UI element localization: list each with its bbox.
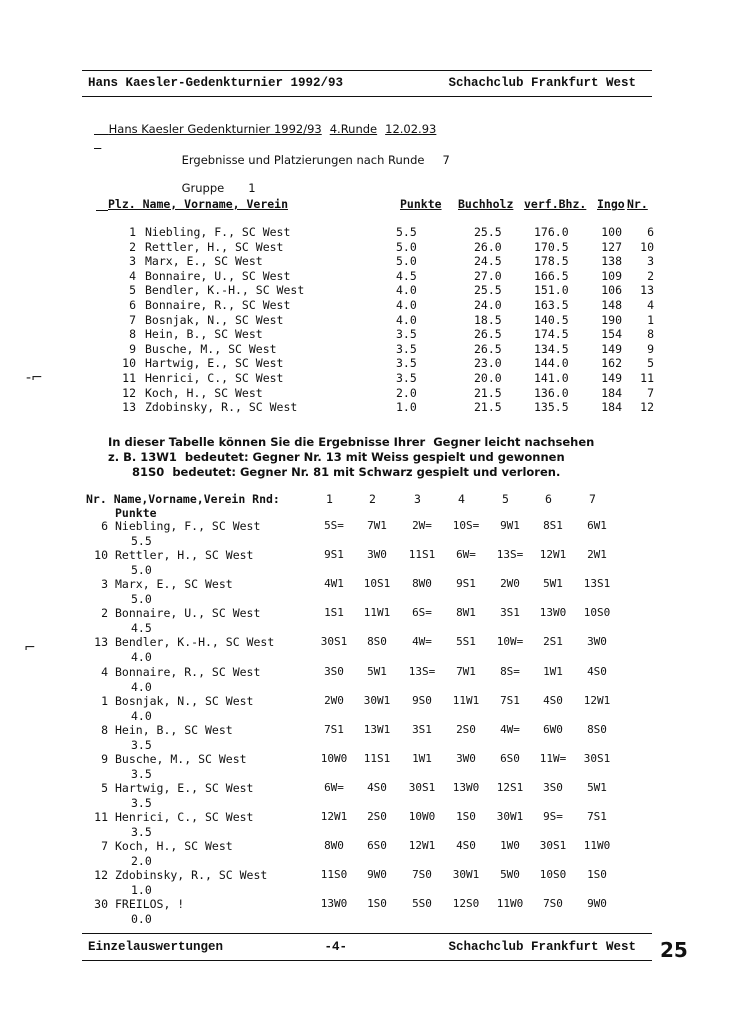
crosstable-result-round-1: 6W= xyxy=(324,780,344,794)
note-line-3: 81S0 bedeutet: Gegner Nr. 81 mit Schwarz gespielt und verloren. xyxy=(108,465,561,479)
crosstable-result-round-4: 5S1 xyxy=(456,635,476,649)
crosstable-result-round-1: 30S1 xyxy=(320,635,348,649)
crosstable-result-round-4: 30W1 xyxy=(452,868,480,882)
crosstable-result-round-6: 1W1 xyxy=(543,664,563,678)
standings-name: Bonnaire, U., SC West xyxy=(145,268,291,283)
standings-name: Bosnjak, N., SC West xyxy=(145,312,284,327)
header-underline-lead xyxy=(96,210,108,211)
standings-ingo: 184 xyxy=(601,400,622,415)
crosstable-result-round-4: 10S= xyxy=(452,519,480,532)
crosstable-result-round-5: 11W0 xyxy=(496,897,524,911)
crosstable-row xyxy=(84,694,644,723)
crosstable-row xyxy=(84,606,644,635)
page-footer xyxy=(88,940,636,954)
subtitle-text: Ergebnisse und Platzierungen nach Runde xyxy=(181,153,425,167)
standings-nr: 10 xyxy=(640,239,654,254)
standings-punkte: 5.0 xyxy=(396,239,417,254)
col-header-nr: Nr. xyxy=(627,197,648,211)
standings-ingo: 162 xyxy=(601,356,622,371)
crosstable-result-round-7: 4S0 xyxy=(587,664,607,678)
crosstable-result-round-1: 1S1 xyxy=(324,606,344,620)
standings-name: Rettler, H., SC West xyxy=(145,239,284,254)
standings-punkte: 3.5 xyxy=(396,356,417,371)
note-line-2: z. B. 13W1 bedeutet: Gegner Nr. 13 mit Weiss gespielt und gewonnen xyxy=(108,450,565,464)
standings-buchholz: 23.0 xyxy=(474,356,502,371)
standings-ingo: 154 xyxy=(601,327,622,342)
standings-plz: 10 xyxy=(122,356,136,371)
crosstable-row xyxy=(84,665,644,694)
crosstable-result-round-6: 7S0 xyxy=(543,897,563,911)
crosstable-result-round-6: 12W1 xyxy=(539,548,567,562)
crosstable-result-round-7: 9W0 xyxy=(587,897,607,911)
crosstable-result-round-3: 3S1 xyxy=(412,722,432,736)
standings-verf-bhz: 151.0 xyxy=(534,283,569,298)
crosstable-punkte: 5.0 xyxy=(131,592,152,607)
standings-row xyxy=(96,240,656,255)
crosstable-punkte: 2.0 xyxy=(131,854,152,869)
crosstable-result-round-2: 13W1 xyxy=(363,722,391,736)
standings-ingo: 184 xyxy=(601,385,622,400)
group-value: 1 xyxy=(248,181,256,195)
header-bottom-rule xyxy=(82,96,652,97)
col-header-verf-bhz: verf.Bhz. xyxy=(524,197,587,211)
crosstable-row xyxy=(84,810,644,839)
crosstable-result-round-3: 1W1 xyxy=(412,751,432,765)
footer-bottom-rule xyxy=(82,960,652,961)
crosstable-row xyxy=(84,577,644,606)
col-header-plz-name: Plz. Name, Vorname, Verein xyxy=(108,197,289,211)
crosstable-name: Busche, M., SC West xyxy=(115,751,247,766)
crosstable-name: Henrici, C., SC West xyxy=(115,810,254,824)
crosstable-name: Rettler, H., SC West xyxy=(115,548,254,563)
crosstable-row xyxy=(84,781,644,810)
standings-buchholz: 27.0 xyxy=(474,268,502,283)
standings-verf-bhz: 163.5 xyxy=(534,298,569,312)
standings-row xyxy=(96,342,656,357)
crosstable-row xyxy=(84,519,644,548)
crosstable-punkte: 4.0 xyxy=(131,650,152,665)
crosstable-result-round-1: 7S1 xyxy=(324,722,344,736)
crosstable-result-round-5: 10W= xyxy=(496,635,524,649)
crosstable-result-round-3: 7S0 xyxy=(412,868,432,882)
crosstable-result-round-6: 9S= xyxy=(543,810,563,823)
standings-verf-bhz: 140.5 xyxy=(534,312,569,327)
crosstable-row xyxy=(84,635,644,664)
crosstable-nr: 5 xyxy=(101,780,108,795)
col-header-ingo: Ingo xyxy=(597,197,625,211)
standings-buchholz: 26.5 xyxy=(474,327,502,342)
crosstable-result-round-4: 12S0 xyxy=(452,897,480,911)
standings-verf-bhz: 178.5 xyxy=(534,254,569,269)
crosstable-result-round-4: 7W1 xyxy=(456,664,476,678)
crosstable-result-round-3: 10W0 xyxy=(408,810,436,823)
crosstable-row xyxy=(84,839,644,868)
standings-name: Busche, M., SC West xyxy=(145,341,277,356)
standings-verf-bhz: 176.0 xyxy=(534,225,569,239)
standings-row xyxy=(96,283,656,298)
standings-row xyxy=(96,313,656,328)
crosstable-result-round-7: 10S0 xyxy=(583,606,611,620)
col-header-punkte: Punkte xyxy=(400,197,442,211)
standings-punkte: 4.5 xyxy=(396,268,417,283)
crosstable-result-round-6: 10S0 xyxy=(539,868,567,882)
crosstable-nr: 13 xyxy=(94,635,108,650)
crosstable-result-round-3: 4W= xyxy=(412,635,432,649)
crosstable-name: Zdobinsky, R., SC West xyxy=(115,868,268,883)
crosstable-result-round-5: 4W= xyxy=(500,722,520,736)
standings-verf-bhz: 166.5 xyxy=(534,268,569,283)
standings-plz: 1 xyxy=(129,225,136,239)
crosstable-result-round-1: 12W1 xyxy=(320,810,348,823)
crosstable-name: Hein, B., SC West xyxy=(115,722,233,737)
crosstable-result-round-4: 6W= xyxy=(456,548,476,562)
standings-ingo: 100 xyxy=(601,225,622,239)
crosstable-name: Bonnaire, U., SC West xyxy=(115,606,261,621)
crosstable-result-round-4: 11W1 xyxy=(452,693,480,707)
crosstable-result-round-2: 7W1 xyxy=(367,519,387,532)
standings-row xyxy=(96,225,656,240)
crosstable-result-round-7: 8S0 xyxy=(587,722,607,736)
standings-nr: 2 xyxy=(647,268,654,283)
footer-center: -4- xyxy=(324,940,347,954)
crosstable-result-round-2: 5W1 xyxy=(367,664,387,678)
crosstable-result-round-2: 4S0 xyxy=(367,780,387,794)
standings-plz: 2 xyxy=(129,239,136,254)
standings-buchholz: 20.0 xyxy=(474,371,502,385)
group-label: Gruppe xyxy=(181,181,225,195)
crosstable-nr: 3 xyxy=(101,577,108,592)
crosstable-punkte: 4.0 xyxy=(131,679,152,694)
crosstable-punkte: 1.0 xyxy=(131,883,152,898)
crosstable-result-round-7: 30S1 xyxy=(583,751,611,765)
crosstable-result-round-3: 6S= xyxy=(412,606,432,620)
crosstable-result-round-2: 30W1 xyxy=(363,693,391,707)
standings-nr: 3 xyxy=(647,254,654,269)
standings-name: Henrici, C., SC West xyxy=(145,371,284,385)
page-number: 25 xyxy=(660,938,688,962)
crosstable-name: Bonnaire, R., SC West xyxy=(115,664,261,679)
crosstable-name: Marx, E., SC West xyxy=(115,577,233,592)
standings-row xyxy=(96,269,656,284)
crosstable-result-round-1: 4W1 xyxy=(324,577,344,591)
standings-ingo: 109 xyxy=(601,268,622,283)
crosstable-result-round-3: 2W= xyxy=(412,519,432,532)
footer-right: Schachclub Frankfurt West xyxy=(448,940,636,954)
crosstable-result-round-3: 8W0 xyxy=(412,577,432,591)
crosstable-result-round-1: 11S0 xyxy=(320,868,348,882)
crosstable-result-round-4: 8W1 xyxy=(456,606,476,620)
header-left: Hans Kaesler-Gedenkturnier 1992/93 xyxy=(88,76,344,90)
standings-ingo: 149 xyxy=(601,341,622,356)
standings-plz: 12 xyxy=(122,385,136,400)
crosstable-name: Bosnjak, N., SC West xyxy=(115,693,254,708)
footer-left: Einzelauswertungen xyxy=(88,940,224,954)
standings-nr: 7 xyxy=(647,385,654,400)
crosstable-result-round-2: 11W1 xyxy=(363,606,391,620)
standings-punkte: 4.0 xyxy=(396,298,417,312)
standings-name: Niebling, F., SC West xyxy=(145,225,291,239)
standings-buchholz: 24.5 xyxy=(474,254,502,269)
crosstable-result-round-5: 9W1 xyxy=(500,519,520,532)
crosstable-nr: 2 xyxy=(101,606,108,621)
round-header-3: 3 xyxy=(414,492,421,506)
standings-row xyxy=(96,254,656,269)
crosstable-result-round-1: 10W0 xyxy=(320,751,348,765)
crosstable-nr: 6 xyxy=(101,519,108,533)
crosstable-row xyxy=(84,548,644,577)
standings-buchholz: 24.0 xyxy=(474,298,502,312)
header-top-rule xyxy=(82,70,652,71)
standings-plz: 13 xyxy=(122,400,136,415)
standings-ingo: 149 xyxy=(601,371,622,385)
standings-plz: 7 xyxy=(129,312,136,327)
crosstable-punkte: 3.5 xyxy=(131,737,152,752)
crosstable-result-round-7: 12W1 xyxy=(583,693,611,707)
standings-buchholz: 25.5 xyxy=(474,283,502,298)
crosstable-result-round-7: 6W1 xyxy=(587,519,607,532)
crosstable-result-round-5: 6S0 xyxy=(500,751,520,765)
crosstable-result-round-7: 2W1 xyxy=(587,548,607,562)
standings-nr: 12 xyxy=(640,400,654,415)
crosstable-nr: 10 xyxy=(94,548,108,563)
crosstable-result-round-4: 3W0 xyxy=(456,751,476,765)
crosstable-result-round-4: 4S0 xyxy=(456,839,476,853)
standings-plz: 11 xyxy=(122,371,136,385)
standings-nr: 13 xyxy=(640,283,654,298)
standings-row xyxy=(96,386,656,401)
standings-ingo: 148 xyxy=(601,298,622,312)
footer-top-rule xyxy=(82,933,652,934)
crosstable-result-round-1: 3S0 xyxy=(324,664,344,678)
standings-ingo: 190 xyxy=(601,312,622,327)
crosstable-name: Koch, H., SC West xyxy=(115,839,233,854)
crosstable-result-round-6: 3S0 xyxy=(543,780,563,794)
crosstable-result-round-1: 2W0 xyxy=(324,693,344,707)
standings-buchholz: 26.0 xyxy=(474,239,502,254)
crosstable-result-round-1: 5S= xyxy=(324,519,344,532)
crosstable-result-round-5: 13S= xyxy=(496,548,524,562)
crosstable-result-round-7: 11W0 xyxy=(583,839,611,853)
standings-name: Hartwig, E., SC West xyxy=(145,356,284,371)
crosstable-name: Niebling, F., SC West xyxy=(115,519,261,533)
standings-name: Bonnaire, R., SC West xyxy=(145,298,291,312)
crosstable-punkte: 5.0 xyxy=(131,563,152,578)
crosstable-result-round-4: 1S0 xyxy=(456,810,476,823)
standings-plz: 3 xyxy=(129,254,136,269)
crosstable-result-round-3: 9S0 xyxy=(412,693,432,707)
crosstable-result-round-5: 7S1 xyxy=(500,693,520,707)
crosstable-nr: 4 xyxy=(101,664,108,679)
crosstable-result-round-4: 9S1 xyxy=(456,577,476,591)
standings-nr: 8 xyxy=(647,327,654,342)
standings-plz: 9 xyxy=(129,341,136,356)
crosstable-result-round-1: 8W0 xyxy=(324,839,344,853)
crosstable-result-round-7: 1S0 xyxy=(587,868,607,882)
crosstable-result-round-3: 12W1 xyxy=(408,839,436,853)
crosstable-punkte-label: Punkte xyxy=(115,506,157,520)
page-header xyxy=(88,76,636,90)
crosstable-result-round-6: 2S1 xyxy=(543,635,563,649)
standings-verf-bhz: 170.5 xyxy=(534,239,569,254)
crosstable-result-round-6: 4S0 xyxy=(543,693,563,707)
standings-verf-bhz: 134.5 xyxy=(534,341,569,356)
crosstable-row xyxy=(84,723,644,752)
crosstable-result-round-3: 11S1 xyxy=(408,548,436,562)
standings-buchholz: 26.5 xyxy=(474,341,502,356)
standings-verf-bhz: 136.0 xyxy=(534,385,569,400)
crosstable-result-round-5: 1W0 xyxy=(500,839,520,853)
standings-name: Hein, B., SC West xyxy=(145,327,263,342)
header-right: Schachclub Frankfurt West xyxy=(448,76,636,90)
round-header-5: 5 xyxy=(502,492,509,506)
standings-row xyxy=(96,400,656,415)
standings-name: Koch, H., SC West xyxy=(145,385,263,400)
standings-nr: 5 xyxy=(647,356,654,371)
crosstable-nr: 12 xyxy=(94,868,108,883)
crosstable-name: Bendler, K.-H., SC West xyxy=(115,635,275,650)
round-header-1: 1 xyxy=(326,492,333,506)
crosstable-result-round-3: 30S1 xyxy=(408,780,436,794)
crosstable-name: FREILOS, ! xyxy=(115,897,185,912)
margin-mark: ⌐ xyxy=(24,640,36,656)
crosstable-result-round-3: 13S= xyxy=(408,664,436,678)
crosstable-row xyxy=(84,868,644,897)
title-event: Hans Kaesler Gedenkturnier 1992/93 xyxy=(108,122,322,136)
standings-punkte: 5.5 xyxy=(396,225,417,239)
subtitle-round: 7 xyxy=(442,153,450,167)
margin-mark: -⌐ xyxy=(26,370,43,386)
standings-row xyxy=(96,298,656,313)
crosstable-result-round-5: 30W1 xyxy=(496,810,524,823)
standings-plz: 8 xyxy=(129,327,136,342)
standings-nr: 6 xyxy=(647,225,654,239)
crosstable-result-round-6: 11W= xyxy=(539,751,567,765)
crosstable-result-round-6: 5W1 xyxy=(543,577,563,591)
crosstable-result-round-5: 5W0 xyxy=(500,868,520,882)
standings-punkte: 3.5 xyxy=(396,341,417,356)
crosstable-result-round-5: 12S1 xyxy=(496,780,524,794)
crosstable-result-round-4: 2S0 xyxy=(456,722,476,736)
crosstable-nr: 9 xyxy=(101,751,108,766)
standings-buchholz: 25.5 xyxy=(474,225,502,239)
crosstable-result-round-7: 13S1 xyxy=(583,577,611,591)
crosstable-name: Hartwig, E., SC West xyxy=(115,780,254,795)
crosstable-row xyxy=(84,752,644,781)
crosstable-result-round-2: 10S1 xyxy=(363,577,391,591)
standings-plz: 5 xyxy=(129,283,136,298)
crosstable-result-round-7: 5W1 xyxy=(587,780,607,794)
standings-verf-bhz: 144.0 xyxy=(534,356,569,371)
standings-punkte: 4.0 xyxy=(396,312,417,327)
crosstable-result-round-2: 3W0 xyxy=(367,548,387,562)
standings-ingo: 138 xyxy=(601,254,622,269)
standings-plz: 4 xyxy=(129,268,136,283)
standings-row xyxy=(96,356,656,371)
crosstable-result-round-1: 13W0 xyxy=(320,897,348,911)
standings-punkte: 4.0 xyxy=(396,283,417,298)
crosstable-nr: 8 xyxy=(101,722,108,737)
standings-buchholz: 21.5 xyxy=(474,400,502,415)
standings-punkte: 3.5 xyxy=(396,327,417,342)
standings-verf-bhz: 135.5 xyxy=(534,400,569,415)
crosstable-result-round-6: 6W0 xyxy=(543,722,563,736)
crosstable-result-round-2: 9W0 xyxy=(367,868,387,882)
crosstable-result-round-7: 3W0 xyxy=(587,635,607,649)
crosstable-nr: 30 xyxy=(94,897,108,912)
crosstable-row xyxy=(84,897,644,926)
round-header-2: 2 xyxy=(369,492,376,506)
standings-nr: 4 xyxy=(647,298,654,312)
standings-punkte: 1.0 xyxy=(396,400,417,415)
crosstable-punkte: 3.5 xyxy=(131,795,152,810)
crosstable-nr: 7 xyxy=(101,839,108,854)
standings-punkte: 2.0 xyxy=(396,385,417,400)
crosstable-result-round-5: 2W0 xyxy=(500,577,520,591)
note-line-1: In dieser Tabelle können Sie die Ergebnisse Ihrer Gegner leicht nachsehen xyxy=(108,435,595,449)
standings-buchholz: 21.5 xyxy=(474,385,502,400)
crosstable-result-round-6: 30S1 xyxy=(539,839,567,853)
standings-ingo: 127 xyxy=(601,239,622,254)
standings-nr: 11 xyxy=(640,371,654,385)
round-header-7: 7 xyxy=(589,492,596,506)
standings-row xyxy=(96,327,656,342)
round-header-4: 4 xyxy=(458,492,465,506)
crosstable-nr: 11 xyxy=(94,810,108,824)
crosstable-result-round-3: 5S0 xyxy=(412,897,432,911)
crosstable-result-round-2: 11S1 xyxy=(363,751,391,765)
crosstable-result-round-2: 8S0 xyxy=(367,635,387,649)
standings-verf-bhz: 174.5 xyxy=(534,327,569,342)
round-header-6: 6 xyxy=(545,492,552,506)
crosstable-punkte: 4.0 xyxy=(131,708,152,723)
crosstable-punkte: 0.0 xyxy=(131,912,152,927)
crosstable-header-label: Nr. Name,Vorname,Verein Rnd: xyxy=(86,492,280,506)
crosstable-nr: 1 xyxy=(101,693,108,708)
standings-nr: 1 xyxy=(647,312,654,327)
title-round: 4.Runde xyxy=(329,122,378,136)
standings-verf-bhz: 141.0 xyxy=(534,371,569,385)
col-header-buchholz: Buchholz xyxy=(458,197,514,211)
crosstable-result-round-4: 13W0 xyxy=(452,780,480,794)
standings-ingo: 106 xyxy=(601,283,622,298)
crosstable-result-round-2: 2S0 xyxy=(367,810,387,823)
crosstable-result-round-7: 7S1 xyxy=(587,810,607,823)
crosstable-result-round-6: 8S1 xyxy=(543,519,563,532)
crosstable-result-round-5: 8S= xyxy=(500,664,520,678)
standings-buchholz: 18.5 xyxy=(474,312,502,327)
title-date: 12.02.93 xyxy=(385,122,437,136)
standings-name: Marx, E., SC West xyxy=(145,254,263,269)
crosstable-result-round-1: 9S1 xyxy=(324,548,344,562)
crosstable-punkte: 5.5 xyxy=(131,534,152,548)
crosstable-result-round-6: 13W0 xyxy=(539,606,567,620)
crosstable-result-round-2: 1S0 xyxy=(367,897,387,911)
crosstable-punkte: 4.5 xyxy=(131,621,152,636)
standings-punkte: 5.0 xyxy=(396,254,417,269)
crosstable-result-round-5: 3S1 xyxy=(500,606,520,620)
crosstable-result-round-2: 6S0 xyxy=(367,839,387,853)
standings-row xyxy=(96,371,656,386)
standings-name: Zdobinsky, R., SC West xyxy=(145,400,298,415)
standings-nr: 9 xyxy=(647,341,654,356)
crosstable-punkte: 3.5 xyxy=(131,825,152,839)
standings-plz: 6 xyxy=(129,298,136,312)
standings-name: Bendler, K.-H., SC West xyxy=(145,283,305,298)
crosstable-punkte: 3.5 xyxy=(131,766,152,781)
standings-punkte: 3.5 xyxy=(396,371,417,385)
